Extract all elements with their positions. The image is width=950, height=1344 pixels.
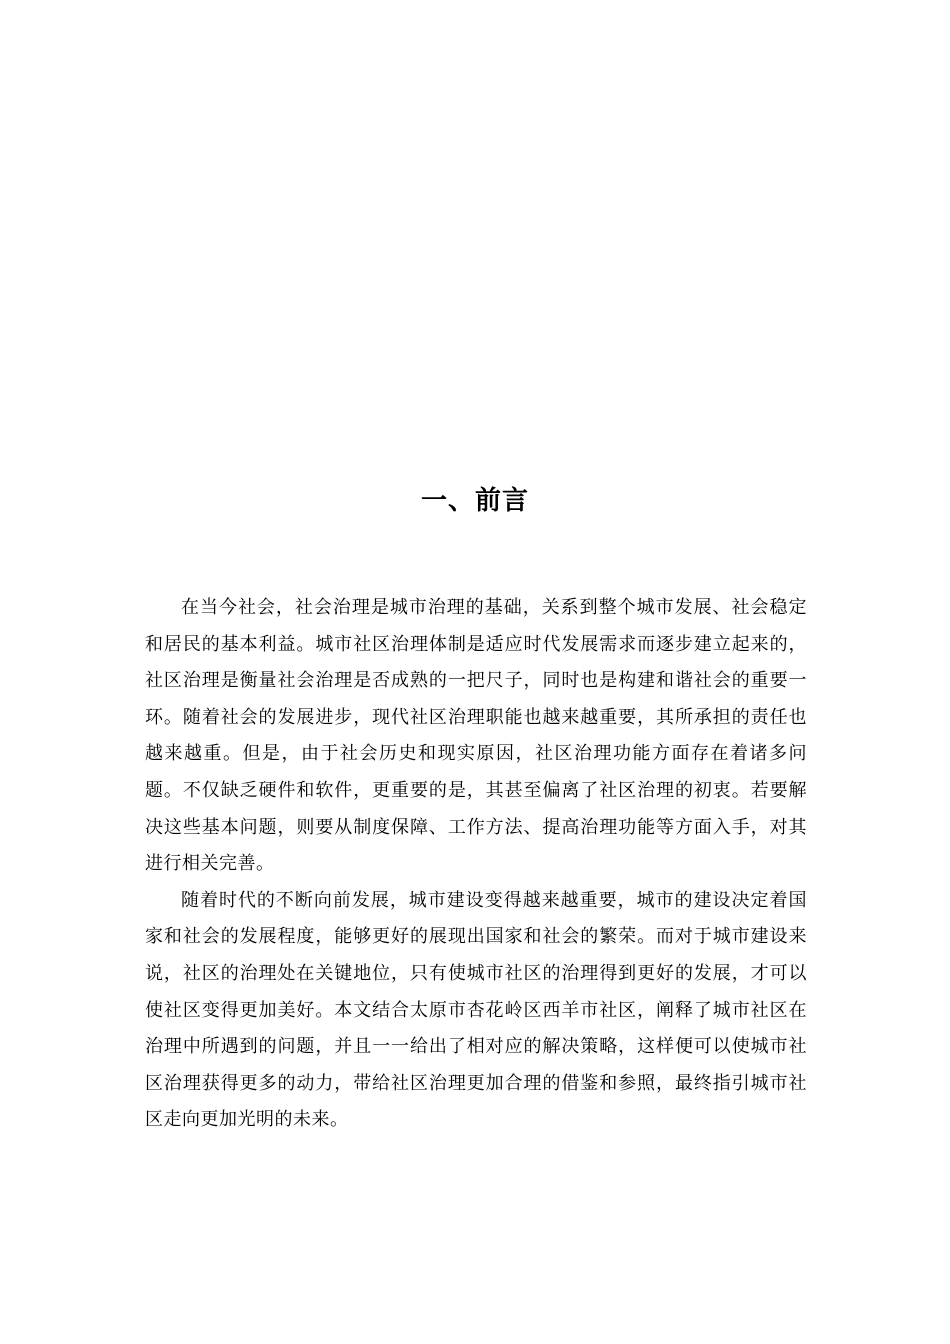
body-text: [145, 590, 807, 1139]
section-heading: 一、前言: [420, 486, 529, 516]
paragraph: 随着时代的不断向前发展，城市建设变得越来越重要，城市的建设决定着国家和社会的发展程度，能够更好的展现出国家和社会的繁荣。而对于城市建设来说，社区的治理处在关键地位，只有使城市社区的治理得到更好的发展，才可以使社区变得更加美好。本文结合太原市杏花岭区西羊市社区，阐释了城市社区在治理中所遇到的问题，并且一一给出了相对应的解决策略，这样便可以使城市社区治理获得更多的动力，带给社区治理更加合理的借鉴和参照，最终指引城市社区走向更加光明的未来。: [145, 889, 807, 1131]
paragraph: 在当今社会，社会治理是城市治理的基础，关系到整个城市发展、社会稳定和居民的基本利益。城市社区治理体制是适应时代发展需求而逐步建立起来的，社区治理是衡量社会治理是否成熟的一把尺子，同时也是构建和谐社会的重要一环。随着社会的发展进步，现代社区治理职能也越来越重要，其所承担的责任也越来越重。但是，由于社会历史和现实原因，社区治理功能方面存在着诸多问题。不仅缺乏硬件和软件，更重要的是，其甚至偏离了社区治理的初衷。若要解决这些基本问题，则要从制度保障、工作方法、提高治理功能等方面入手，对其进行相关完善。: [145, 597, 807, 875]
